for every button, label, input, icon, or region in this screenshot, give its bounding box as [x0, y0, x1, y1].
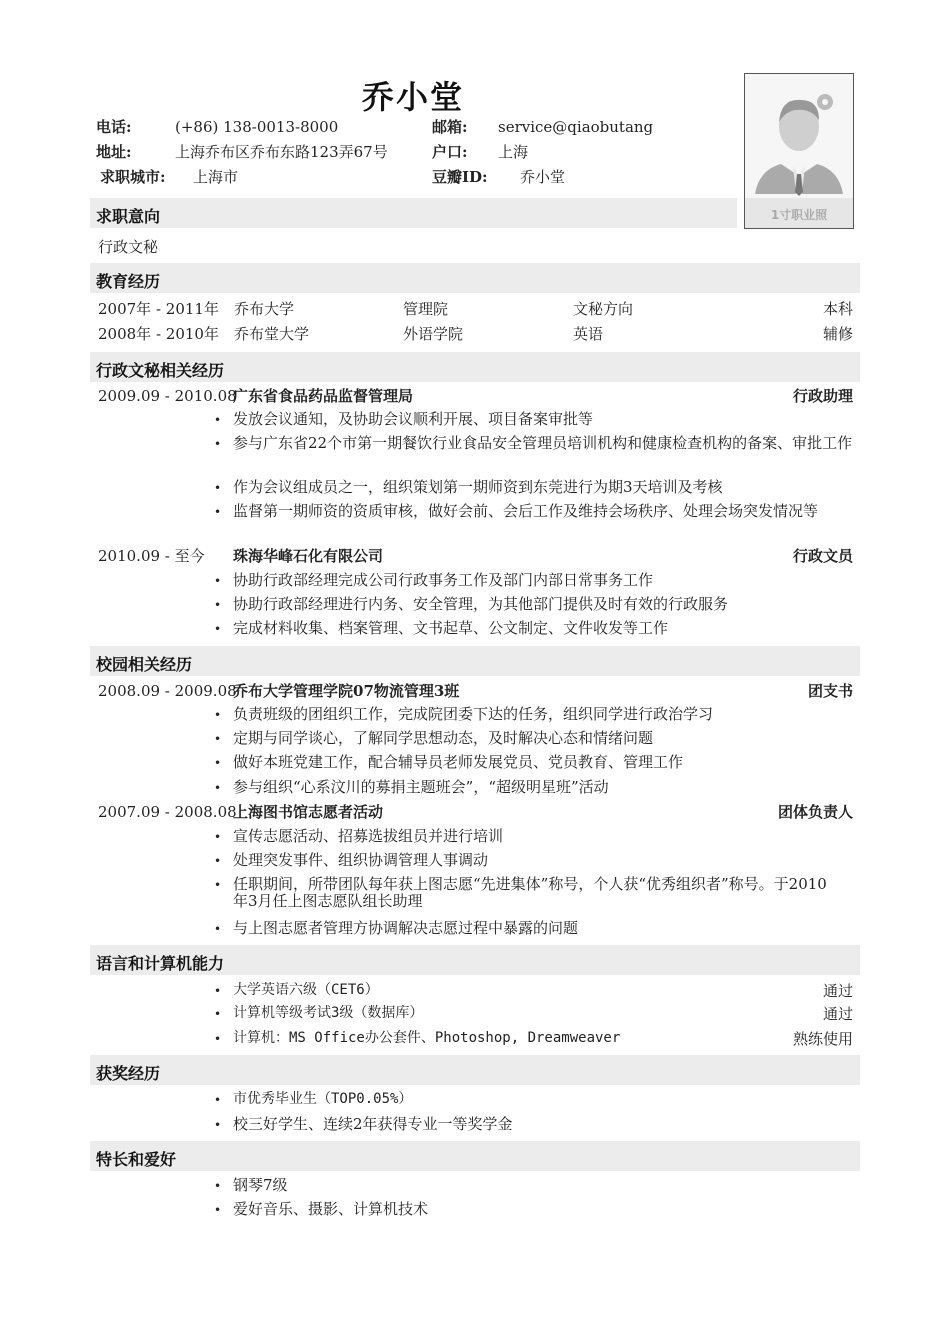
- edu-period: 2007年 - 2011年: [98, 300, 219, 318]
- phone-value: (+86) 138-0013-8000: [175, 118, 339, 136]
- edu-major: 文秘方向: [573, 300, 634, 318]
- edu-degree: 本科: [822, 300, 853, 318]
- work-bullet: 协助行政部经理完成公司行政事务工作及部门内部日常事务工作: [233, 571, 654, 589]
- bullet-dot: •: [214, 732, 222, 746]
- campus-period: 2007.09 - 2008.08: [98, 803, 237, 821]
- skill-item: 大学英语六级（CET6）: [233, 982, 379, 998]
- bullet-dot: •: [214, 1093, 222, 1107]
- edu-major: 英语: [573, 325, 604, 343]
- bullet-dot: •: [214, 922, 222, 936]
- bullet-dot: •: [214, 505, 222, 519]
- email-value: service@qiaobutang: [498, 118, 654, 136]
- campus-bullet: 负责班级的团组织工作，完成院团委下达的任务，组织同学进行政治学习: [233, 705, 714, 723]
- bullet-dot: •: [214, 413, 222, 427]
- city-value: 上海市: [193, 168, 239, 186]
- section-awards: [90, 1055, 860, 1085]
- bullet-dot: •: [214, 984, 222, 998]
- edu-dept: 管理院: [403, 300, 449, 318]
- campus-bullet: 参与组织“心系汶川的募捐主题班会”，“超级明星班”活动: [233, 778, 609, 796]
- phone-label: 电话:: [96, 118, 132, 136]
- campus-org: 上海图书馆志愿者活动: [233, 803, 384, 821]
- campus-bullet: 处理突发事件、组织协调管理人事调动: [233, 851, 489, 869]
- work-org: 广东省食品药品监督管理局: [233, 387, 414, 405]
- bullet-dot: •: [214, 622, 222, 636]
- douban-label: 豆瓣ID:: [432, 168, 488, 186]
- section-title: 教育经历: [96, 272, 161, 291]
- section-title: 行政文秘相关经历: [96, 361, 225, 380]
- edu-dept: 外语学院: [403, 325, 464, 343]
- work-bullet: 监督第一期师资的资质审核，做好会前、会后工作及维持会场秩序、处理会场突发情况等: [233, 502, 819, 520]
- work-period: 2009.09 - 2010.08: [98, 387, 237, 405]
- work-period: 2010.09 - 至今: [98, 547, 205, 565]
- campus-role: 团支书: [807, 682, 853, 700]
- intent-value: 行政文秘: [98, 238, 159, 256]
- work-bullet: 发放会议通知，及协助会议顺利开展、项目备案审批等: [233, 410, 594, 428]
- hobby-item: 爱好音乐、摄影、计算机技术: [233, 1200, 429, 1218]
- award-item: 校三好学生、连续2年获得专业一等奖学金: [233, 1115, 513, 1133]
- work-bullet: 完成材料收集、档案管理、文书起草、公文制定、文件收发等工作: [233, 619, 669, 637]
- section-title: 语言和计算机能力: [96, 954, 225, 973]
- work-role: 行政文员: [792, 547, 853, 565]
- bullet-dot: •: [214, 878, 222, 892]
- campus-bullet: 宣传志愿活动、招募选拔组员并进行培训: [233, 827, 504, 845]
- bullet-dot: •: [214, 1203, 222, 1217]
- section-skills: [90, 945, 860, 975]
- award-item: 市优秀毕业生（TOP0.05%）: [233, 1091, 413, 1107]
- hukou-label: 户口:: [432, 143, 468, 161]
- profile-photo: [744, 73, 854, 229]
- bullet-dot: •: [214, 781, 222, 795]
- campus-org: 乔布大学管理学院07物流管理3班: [233, 682, 460, 700]
- section-campus: [90, 646, 860, 676]
- section-work: [90, 352, 860, 382]
- section-title: 获奖经历: [96, 1064, 161, 1083]
- work-org: 珠海华峰石化有限公司: [233, 547, 384, 565]
- bullet-dot: •: [214, 708, 222, 722]
- skill-level: 通过: [822, 982, 853, 1000]
- edu-school: 乔布大学: [234, 300, 295, 318]
- campus-bullet: 任职期间，所带团队每年获上图志愿“先进集体”称号，个人获“优秀组织者”称号。于2010年3月任上图志愿队组长助理: [233, 875, 827, 910]
- bullet-dot: •: [214, 756, 222, 770]
- bullet-dot: •: [214, 598, 222, 612]
- bullet-dot: •: [214, 830, 222, 844]
- bullet-dot: •: [214, 1179, 222, 1193]
- skill-level: 通过: [822, 1005, 853, 1023]
- douban-value: 乔小堂: [520, 168, 566, 186]
- person-silhouette-icon: [745, 74, 853, 228]
- candidate-name: 乔小堂: [362, 78, 465, 116]
- edu-school: 乔布堂大学: [234, 325, 310, 343]
- section-hobbies: [90, 1141, 860, 1171]
- bullet-dot: •: [214, 481, 222, 495]
- hukou-value: 上海: [498, 143, 529, 161]
- hobby-item: 钢琴7级: [233, 1176, 288, 1194]
- section-intent: [90, 198, 737, 228]
- bullet-dot: •: [214, 854, 222, 868]
- skill-item: 计算机：MS Office办公套件、Photoshop, Dreamweaver: [233, 1030, 621, 1046]
- city-label: 求职城市:: [100, 168, 166, 186]
- bullet-dot: •: [214, 1118, 222, 1132]
- bullet-dot: •: [214, 437, 222, 451]
- section-title: 求职意向: [96, 207, 161, 226]
- campus-period: 2008.09 - 2009.08: [98, 682, 237, 700]
- bullet-dot: •: [214, 1007, 222, 1021]
- edu-period: 2008年 - 2010年: [98, 325, 219, 343]
- bullet-dot: •: [214, 574, 222, 588]
- bullet-dot: •: [214, 1032, 222, 1046]
- photo-caption: 1寸职业照: [770, 208, 828, 222]
- campus-bullet: 定期与同学谈心，了解同学思想动态，及时解决心态和情绪问题: [233, 729, 654, 747]
- work-bullet: 协助行政部经理进行内务、安全管理，为其他部门提供及时有效的行政服务: [233, 595, 729, 613]
- email-label: 邮箱:: [432, 118, 468, 136]
- skill-level: 熟练使用: [792, 1030, 853, 1048]
- skill-item: 计算机等级考试3级（数据库）: [233, 1005, 424, 1021]
- address-value: 上海乔布区乔布东路123弄67号: [175, 143, 388, 161]
- address-label: 地址:: [96, 143, 132, 161]
- campus-bullet: 与上图志愿者管理方协调解决志愿过程中暴露的问题: [233, 919, 579, 937]
- section-education: [90, 263, 860, 293]
- section-title: 校园相关经历: [96, 655, 193, 674]
- edu-degree: 辅修: [822, 325, 853, 343]
- section-title: 特长和爱好: [96, 1150, 177, 1169]
- work-role: 行政助理: [792, 387, 853, 405]
- work-bullet: 参与广东省22个市第一期餐饮行业食品安全管理员培训机构和健康检查机构的备案、审批工作: [233, 434, 853, 452]
- campus-bullet: 做好本班党建工作，配合辅导员老师发展党员、党员教育、管理工作: [233, 753, 684, 771]
- work-bullet: 作为会议组成员之一，组织策划第一期师资到东莞进行为期3天培训及考核: [233, 478, 723, 496]
- campus-role: 团体负责人: [777, 803, 853, 821]
